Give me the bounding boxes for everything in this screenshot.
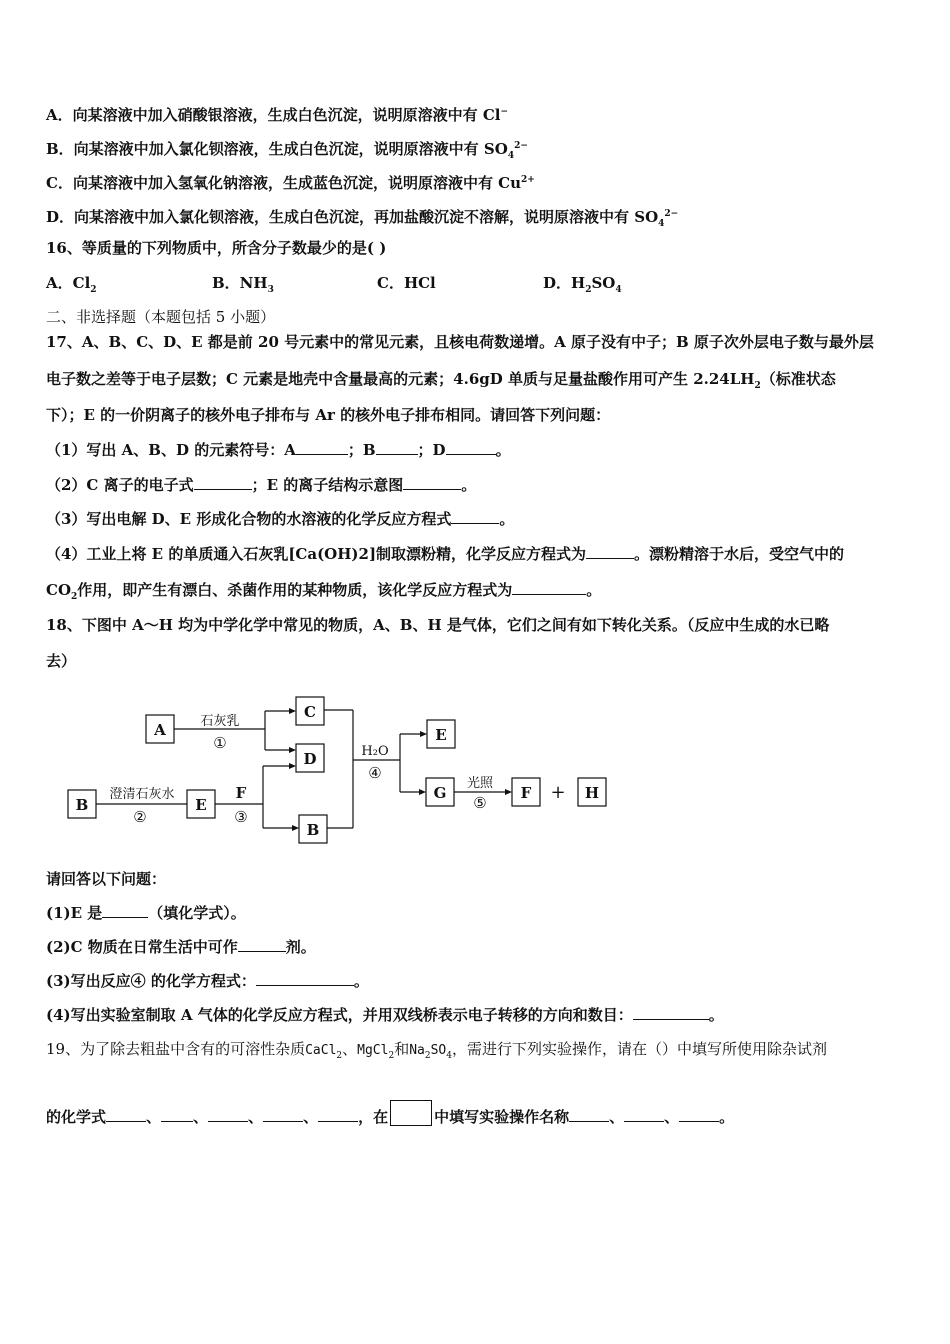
q17-stem-line2-sub: 2	[754, 381, 761, 391]
q18-stem-line1-text: 18、下图中 A～H 均为中学化学中常见的物质，A、B、H 是气体，它们之间有如下转化关系。（反应中生成的水已略	[46, 616, 830, 634]
q15-option-b-sub: 4	[507, 151, 515, 161]
q16-option-a-text: A．Cl	[46, 274, 91, 292]
q19-end: 。	[719, 1108, 735, 1126]
section2-heading-text: 二、非选择题（本题包括 5 小题）	[46, 308, 276, 326]
answer-blank[interactable]	[238, 937, 286, 952]
q16-stem	[46, 238, 910, 258]
answer-blank[interactable]	[318, 1107, 358, 1122]
answer-blank[interactable]	[208, 1107, 248, 1122]
q17-part1	[46, 440, 910, 460]
label-b: B	[75, 796, 89, 814]
section2-heading	[46, 307, 910, 327]
q16-option-c-text: C．HCl	[377, 274, 436, 292]
label-b-right: B	[306, 821, 320, 839]
q18-part3	[46, 971, 910, 991]
q15-option-d-sub: 4	[658, 219, 665, 229]
q17-stem-line1	[46, 332, 910, 352]
q19-stem-text: 19、为了除去粗盐中含有的可溶性杂质	[46, 1040, 306, 1058]
q19-mgcl2: MgCl	[357, 1043, 389, 1058]
q16-option-d-sub2: 4	[615, 285, 622, 295]
q17-part4-text: （4）工业上将 E 的单质通入石灰乳[Ca(OH)2]制取漂粉精，化学反应方程式为	[46, 545, 587, 563]
q19-na2so4-so: SO	[430, 1043, 447, 1058]
step-3-marker: ③	[234, 808, 248, 826]
q17-stem-line1-text: 17、A、B、C、D、E 都是前 20 号元素中的常见元素，且核电荷数递增。A 原子没有中子；B 原子次外层电子数与最外层	[46, 333, 874, 351]
answer-blank[interactable]	[624, 1107, 664, 1122]
q18-part2	[46, 937, 910, 957]
answer-blank[interactable]	[161, 1107, 193, 1122]
q16-stem-text: 16、等质量的下列物质中，所含分子数最少的是( )	[46, 239, 387, 257]
answer-blank[interactable]	[263, 1107, 303, 1122]
q16-option-c	[377, 273, 436, 293]
q18-part1-end: （填化学式）。	[148, 904, 246, 922]
q17-part3-end: 。	[499, 510, 515, 528]
q17-stem-line2-tail: （标准状态	[760, 370, 836, 388]
q15-option-d-sup: 2−	[664, 209, 679, 219]
q15-option-d	[46, 204, 910, 234]
q18-part1-text: (1)E 是	[46, 904, 103, 922]
label-f: F	[520, 784, 532, 802]
q19-na2so4-sub2: 4	[446, 1051, 452, 1061]
q18-part4-text: (4)写出实验室制取 A 气体的化学反应方程式，并用双线桥表示电子转移的方向和数目：	[46, 1006, 633, 1024]
q15-option-a-text: A．向某溶液中加入硝酸银溶液，生成白色沉淀，说明原溶液中有 Cl	[46, 106, 501, 124]
q17-stem-line3	[46, 405, 910, 425]
q17-part4-co2-sub: 2	[71, 592, 78, 602]
q19-comma: 、	[609, 1108, 625, 1126]
q16-option-b	[212, 273, 274, 300]
answer-blank[interactable]	[679, 1107, 719, 1122]
q19-stem-line2	[46, 1100, 910, 1127]
q19-op-text: 中填写实验操作名称	[434, 1108, 570, 1126]
q16-option-d	[543, 273, 622, 300]
label-h: H	[584, 784, 600, 802]
q19-line2-text: 的化学式	[46, 1108, 107, 1126]
label-c: C	[304, 703, 316, 721]
answer-blank[interactable]	[569, 1107, 609, 1122]
q17-part1-c: ；D	[417, 441, 446, 459]
reagent-lime-milk: 石灰乳	[200, 714, 240, 729]
q19-and: 和	[394, 1040, 410, 1058]
q18-stem-line2	[46, 651, 910, 671]
q17-part3	[46, 509, 910, 529]
q19-zai: ，在	[358, 1108, 389, 1126]
label-g: G	[433, 784, 447, 802]
q19-comma: 、	[248, 1108, 264, 1126]
answer-blank[interactable]	[403, 475, 461, 490]
q17-part4-line2	[46, 580, 910, 607]
condition-light: 光照	[466, 776, 494, 791]
q19-na2so4-sub1: 2	[424, 1051, 431, 1061]
q18-part3-text: (3)写出反应④ 的化学方程式：	[46, 972, 256, 990]
q16-option-a	[46, 273, 97, 300]
q15-option-b-sup: 2−	[514, 141, 528, 151]
reagent-water: H₂O	[361, 744, 389, 759]
answer-blank[interactable]	[106, 1107, 146, 1122]
label-d: D	[303, 750, 317, 768]
q16-option-d-sub1: 2	[585, 285, 592, 295]
q19-stem-tail: ，需进行下列实验操作，请在（）中填写所使用除杂试剂	[452, 1040, 828, 1058]
q19-comma: 、	[303, 1108, 319, 1126]
q17-part4-line1	[46, 544, 910, 564]
answer-blank[interactable]	[102, 903, 148, 918]
q18-stem-line2-text: 去）	[46, 652, 77, 670]
q17-stem-line2	[46, 369, 910, 396]
q18-part1	[46, 903, 910, 923]
q17-stem-line3-text: 下）；E 的一价阴离子的核外电子排布与 Ar 的核外电子排布相同。请回答下列问题：	[46, 406, 611, 424]
q15-option-b-text: B．向某溶液中加入氯化钡溶液，生成白色沉淀，说明原溶液中有 SO	[46, 140, 508, 158]
q16-option-d-text: D．H	[543, 274, 586, 292]
q17-part1-text: （1）写出 A、B、D 的元素符号：A	[46, 441, 296, 459]
answer-blank[interactable]	[446, 440, 496, 455]
q17-part4-d: 作用，即产生有漂白、杀菌作用的某种物质，该化学反应方程式为	[77, 581, 513, 599]
q17-part2	[46, 475, 910, 495]
q18-part2-text: (2)C 物质在日常生活中可作	[46, 938, 238, 956]
q17-part3-text: （3）写出电解 D、E 形成化合物的水溶液的化学反应方程式	[46, 510, 452, 528]
step-5-marker: ⑤	[473, 794, 487, 812]
q18-part2-end: 剂。	[285, 938, 316, 956]
q15-option-c	[46, 170, 910, 193]
q15-option-a	[46, 102, 910, 125]
answer-blank[interactable]	[376, 440, 418, 455]
q17-part4-end: 。	[586, 581, 602, 599]
label-e-right: E	[435, 726, 447, 744]
q15-option-b	[46, 136, 910, 166]
q17-part4-co2: CO	[46, 581, 72, 599]
step-1-marker: ①	[213, 734, 227, 752]
q19-sep: 、	[342, 1040, 358, 1058]
q16-option-b-sub: 3	[267, 285, 274, 295]
q18-part4-end: 。	[708, 1006, 724, 1024]
answer-blank[interactable]	[296, 440, 348, 455]
q17-part2-b: ；E 的离子结构示意图	[251, 476, 404, 494]
q19-na2so4: Na	[409, 1043, 425, 1058]
q15-option-c-sup: 2+	[521, 175, 535, 185]
label-e-left: E	[195, 796, 207, 814]
q18-part4	[46, 1005, 910, 1025]
q17-part4-b: 。漂粉精溶于水后，受空气中的	[634, 545, 845, 563]
q17-part1-end: 。	[495, 441, 511, 459]
q15-option-d-text: D．向某溶液中加入氯化钡溶液，生成白色沉淀，再加盐酸沉淀不溶解，说明原溶液中有 SO	[46, 208, 659, 226]
answer-blank[interactable]	[633, 1005, 709, 1020]
q19-mgcl2-sub: 2	[388, 1051, 395, 1061]
label-a: A	[154, 721, 166, 739]
answer-blank[interactable]	[451, 509, 499, 524]
q19-comma: 、	[146, 1108, 162, 1126]
operation-box[interactable]	[390, 1100, 432, 1126]
reagent-f-label: F	[235, 784, 247, 802]
q17-part2-text: （2）C 离子的电子式	[46, 476, 194, 494]
q17-part2-end: 。	[461, 476, 477, 494]
q19-cacl2: CaCl	[305, 1043, 337, 1058]
q19-comma: 、	[193, 1108, 209, 1126]
reagent-limewater: 澄清石灰水	[109, 787, 175, 802]
step-2-marker: ②	[133, 808, 147, 826]
q19-stem-line1	[46, 1039, 910, 1066]
q18-ask-text: 请回答以下问题：	[46, 870, 167, 888]
q16-option-d-mid: SO	[591, 274, 616, 292]
reaction-diagram	[60, 688, 620, 858]
q18-ask	[46, 869, 910, 889]
q19-comma: 、	[664, 1108, 680, 1126]
plus-sign: +	[550, 782, 566, 803]
q15-option-c-text: C．向某溶液中加入氢氧化钠溶液，生成蓝色沉淀，说明原溶液中有 Cu	[46, 174, 522, 192]
answer-blank[interactable]	[512, 580, 586, 595]
q18-part3-end: 。	[353, 972, 369, 990]
q18-stem-line1	[46, 615, 910, 635]
answer-blank[interactable]	[194, 475, 252, 490]
answer-blank[interactable]	[256, 971, 354, 986]
q17-part1-b: ；B	[347, 441, 376, 459]
step-4-marker: ④	[368, 764, 382, 782]
q16-option-b-text: B．NH	[212, 274, 268, 292]
q15-option-a-sup: −	[500, 107, 509, 117]
q17-stem-line2-text: 电子数之差等于电子层数；C 元素是地壳中含量最高的元素；4.6gD 单质与足量盐酸作用可产生 2.24LH	[46, 370, 755, 388]
q19-cacl2-sub: 2	[336, 1051, 343, 1061]
answer-blank[interactable]	[586, 544, 634, 559]
q16-option-a-sub: 2	[90, 285, 97, 295]
